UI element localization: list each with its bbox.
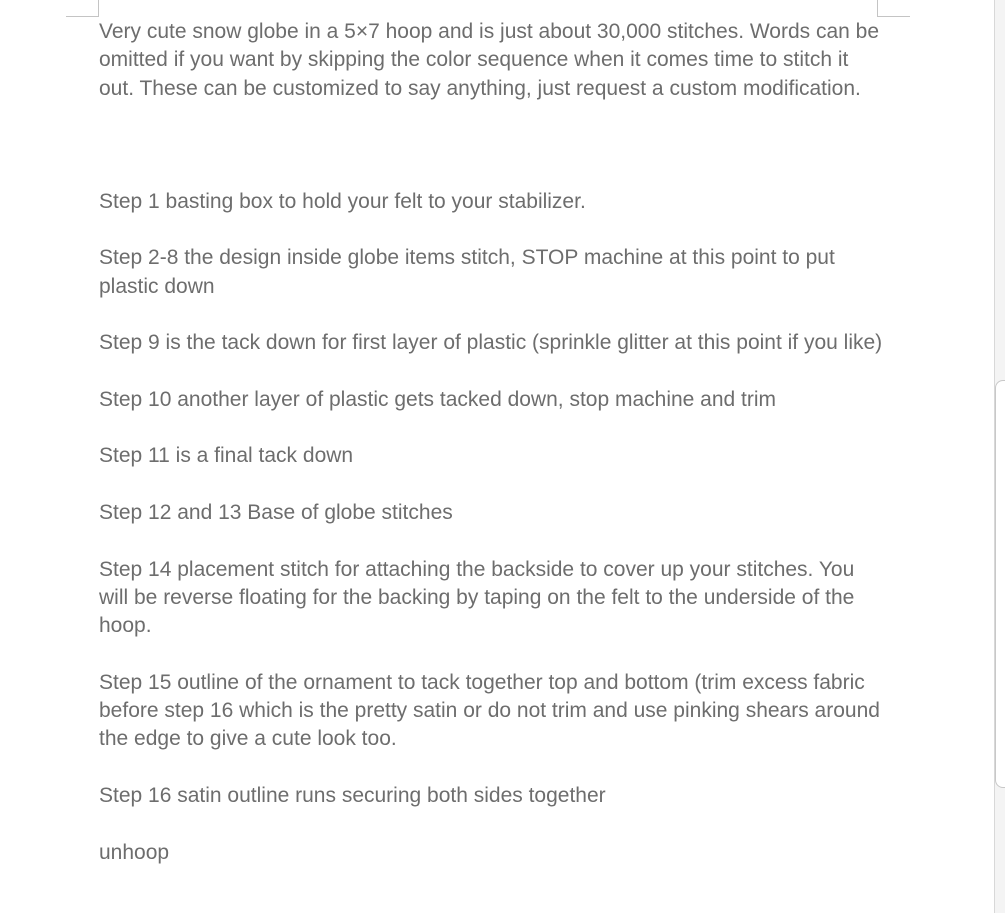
step-16-paragraph: Step 16 satin outline runs securing both sides together (99, 784, 606, 808)
step-14-paragraph: Step 14 placement stitch for attaching the backside to cover up your stitches. You will be reverse floating for the backing by taping on the felt to the underside of the hoop. (99, 557, 855, 638)
step-10-paragraph: Step 10 another layer of plastic gets tacked down, stop machine and trim (99, 387, 777, 411)
top-left-crop-mark (66, 0, 99, 17)
unhoop-paragraph: unhoop (99, 840, 170, 864)
step-9-paragraph: Step 9 is the tack down for first layer of plastic (sprinkle glitter at this point if you like) (99, 331, 883, 355)
step-2-8-paragraph: Step 2-8 the design inside globe items stitch, STOP machine at this point to put plastic down (99, 246, 835, 298)
step-15-paragraph: Step 15 outline of the ornament to tack together top and bottom (trim excess fabric before step 16 which is the pretty satin or do not trim and use pinking shears around the edge to give a cute look too. (99, 670, 880, 751)
intro-paragraph: Very cute snow globe in a 5×7 hoop and is just about 30,000 stitches. Words can be omitted if you want by skipping the color sequence when it comes time to stitch it out. These can be customized to say anything, just request a custom modification. (99, 20, 880, 100)
step-1-paragraph: Step 1 basting box to hold your felt to your stabilizer. (99, 189, 586, 213)
document-body[interactable] (99, 18, 889, 895)
step-11-paragraph: Step 11 is a final tack down (99, 444, 354, 468)
top-right-crop-mark (877, 0, 910, 17)
vertical-scrollbar-thumb[interactable] (995, 380, 1005, 788)
step-12-13-paragraph: Step 12 and 13 Base of globe stitches (99, 501, 453, 525)
